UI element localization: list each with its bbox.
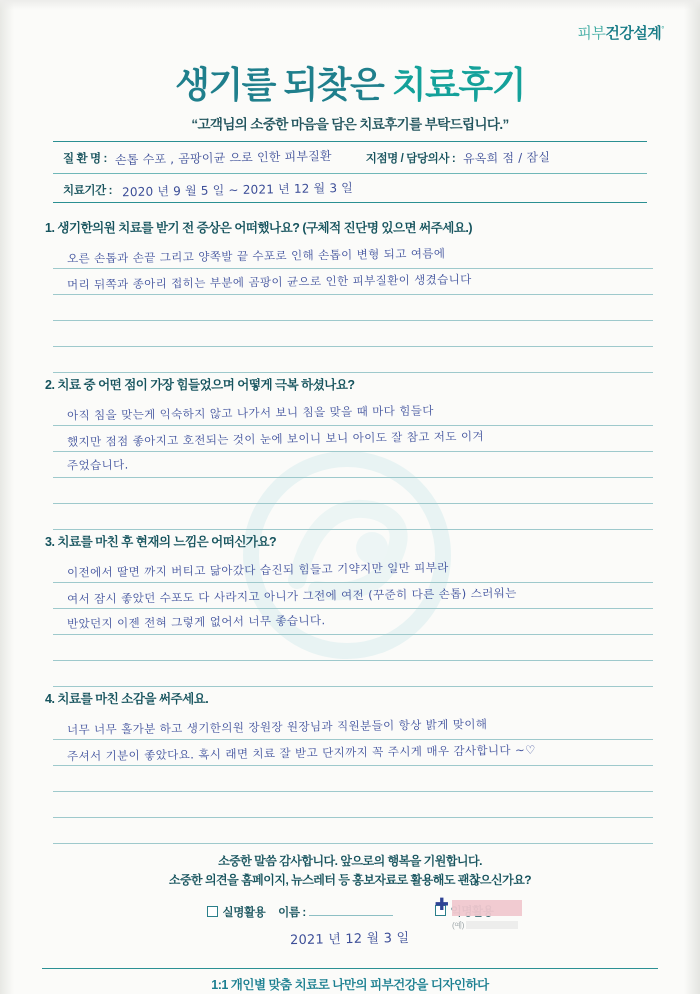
consent-row: [0, 895, 700, 920]
question-4-text: 치료를 마친 소감을 써주세요.: [57, 692, 209, 706]
question-2-title: [45, 375, 655, 393]
answer-text: 여서 잠시 좋았던 수포도 다 사라지고 아니가 그전에 여전 (꾸준히 다른 손톱) 스러워는: [66, 585, 517, 607]
answer-line: [53, 347, 653, 373]
answer-text: 아직 침을 맞는게 익숙하지 않고 나가서 보니 침을 맞을 때 마다 힘들다: [66, 403, 434, 423]
question-1-title: [45, 218, 655, 236]
question-2-number: 2.: [45, 378, 55, 392]
question-block-1: [45, 218, 655, 373]
answer-line: [53, 766, 653, 792]
patient-info-box: [53, 141, 647, 203]
period-label: 치료기간 :: [63, 184, 113, 197]
consent-real-option[interactable]: [207, 902, 393, 920]
checkbox-real-name[interactable]: [207, 906, 218, 917]
period-value: 2020 년 9 월 5 일 ~ 2021 년 12 월 3 일: [121, 180, 354, 200]
answer-line: [53, 243, 653, 269]
check-icon: ✚: [434, 895, 449, 915]
question-3-number: 3.: [45, 535, 55, 549]
disease-label: 질 환 명 :: [63, 152, 107, 165]
brand-degree: °: [661, 25, 664, 34]
answer-text: 반았던지 이젠 전혀 그렇게 없어서 너무 좋습니다.: [66, 613, 326, 631]
consent-name-label: 이름 :: [278, 907, 306, 919]
answer-text: 머리 뒤쪽과 종아리 접히는 부분에 곰팡이 균으로 인한 피부질환이 생겼습니다: [66, 272, 472, 292]
question-block-3: [45, 532, 655, 687]
answer-line: [53, 295, 653, 321]
answer-line: [53, 426, 653, 452]
answer-line: [53, 583, 653, 609]
question-block-2: [45, 375, 655, 530]
brand-strong: 건강설계: [605, 25, 662, 42]
paper-edge-top: [0, 0, 700, 10]
footer-tagline: 1:1 개인별 맞춤 치료로 나만의 피부건강을 디자인하다: [211, 978, 489, 992]
question-1-text: 생기한의원 치료를 받기 전 증상은 어떠했나요? (구체적 진단명 있으면 써주세요.): [57, 221, 473, 235]
answer-text: 주셔서 기분이 좋았다요. 혹시 래면 치료 잘 받고 단지까지 꼭 주시게 매우 감사합니다 ~♡: [66, 742, 536, 764]
question-3-title: [45, 532, 655, 550]
example-label: (예): [452, 921, 465, 930]
checkbox-anonymous[interactable]: [434, 895, 449, 916]
footer-divider: [42, 968, 658, 969]
answer-text: 주었습니다.: [66, 457, 129, 473]
answer-line: [53, 792, 653, 818]
info-row-period: [53, 173, 647, 205]
question-1-number: 1.: [45, 221, 55, 235]
answer-line: [53, 740, 653, 766]
branch-value: 유옥희 점 / 잠실: [463, 150, 551, 166]
consent-real-label: 실명활용: [222, 907, 266, 919]
answer-lines-1: [53, 243, 653, 373]
answer-text: 했지만 점점 좋아지고 호전되는 것이 눈에 보이니 보니 아이도 잘 참고 저도 이겨: [66, 429, 485, 449]
answer-line: [53, 478, 653, 504]
answer-line: [53, 269, 653, 295]
answer-line: [53, 557, 653, 583]
paper-edge-left: [0, 0, 14, 994]
answer-text: 이전에서 딸면 까지 버티고 닮아갔다 습진되 힘들고 기약지만 일만 피부라: [66, 560, 449, 580]
thanks-line-2: 소중한 의견을 홈페이지, 뉴스레터 등 홍보자료로 활용해도 괜찮으신가요?: [168, 873, 532, 887]
disease-value: 손톱 수포 , 곰팡이균 으로 인한 피부질환: [114, 148, 332, 168]
consent-name-input[interactable]: [309, 902, 393, 916]
answer-line: [53, 609, 653, 635]
answer-lines-3: [53, 557, 653, 687]
signature-date-row: [0, 928, 700, 948]
page-title: [0, 57, 700, 108]
answer-line: [53, 504, 653, 530]
answer-line: [53, 661, 653, 687]
answer-line: [53, 400, 653, 426]
answer-text: 너무 너무 홀가분 하고 생기한의원 장원장 원장님과 직원분들이 항상 밝게 맞이해: [66, 717, 488, 737]
thanks-line-1: 소중한 말씀 감사합니다. 앞으로의 행복을 기원합니다.: [218, 854, 482, 868]
question-4-number: 4.: [45, 692, 55, 706]
brand-logo: [577, 22, 664, 43]
answer-text: 오른 손톱과 손끝 그리고 양쪽발 끝 수포로 인해 손톱이 변형 되고 여름에: [66, 246, 446, 266]
question-2-text: 치료 중 어떤 점이 가장 힘들었으며 어떻게 극복 하셨나요?: [57, 378, 355, 392]
page-title-accent: 치료후기: [391, 64, 525, 105]
page-title-part1: 생기를 되찾은: [175, 64, 392, 105]
answer-line: [53, 452, 653, 478]
answer-line: [53, 321, 653, 347]
branch-label: 지점명 / 담당의사 :: [365, 152, 456, 165]
answer-lines-4: [53, 714, 653, 844]
signature-date: 2021 년 12 월 3 일: [290, 930, 410, 949]
answer-line: [53, 714, 653, 740]
paper-edge-right: [684, 0, 700, 994]
question-block-4: [45, 689, 655, 844]
answer-lines-2: [53, 400, 653, 530]
thanks-text: [0, 852, 700, 890]
question-4-title: [45, 689, 655, 707]
answer-line: [53, 818, 653, 844]
page-subtitle: “고객님의 소중한 마음을 담은 치료후기를 부탁드립니다.”: [191, 117, 509, 132]
brand-prefix: 피부: [577, 25, 606, 42]
redaction-block: [452, 900, 522, 916]
question-3-text: 치료를 마친 후 현재의 느낌은 어떠신가요?: [57, 535, 277, 549]
info-row-disease: [53, 142, 647, 173]
answer-line: [53, 635, 653, 661]
